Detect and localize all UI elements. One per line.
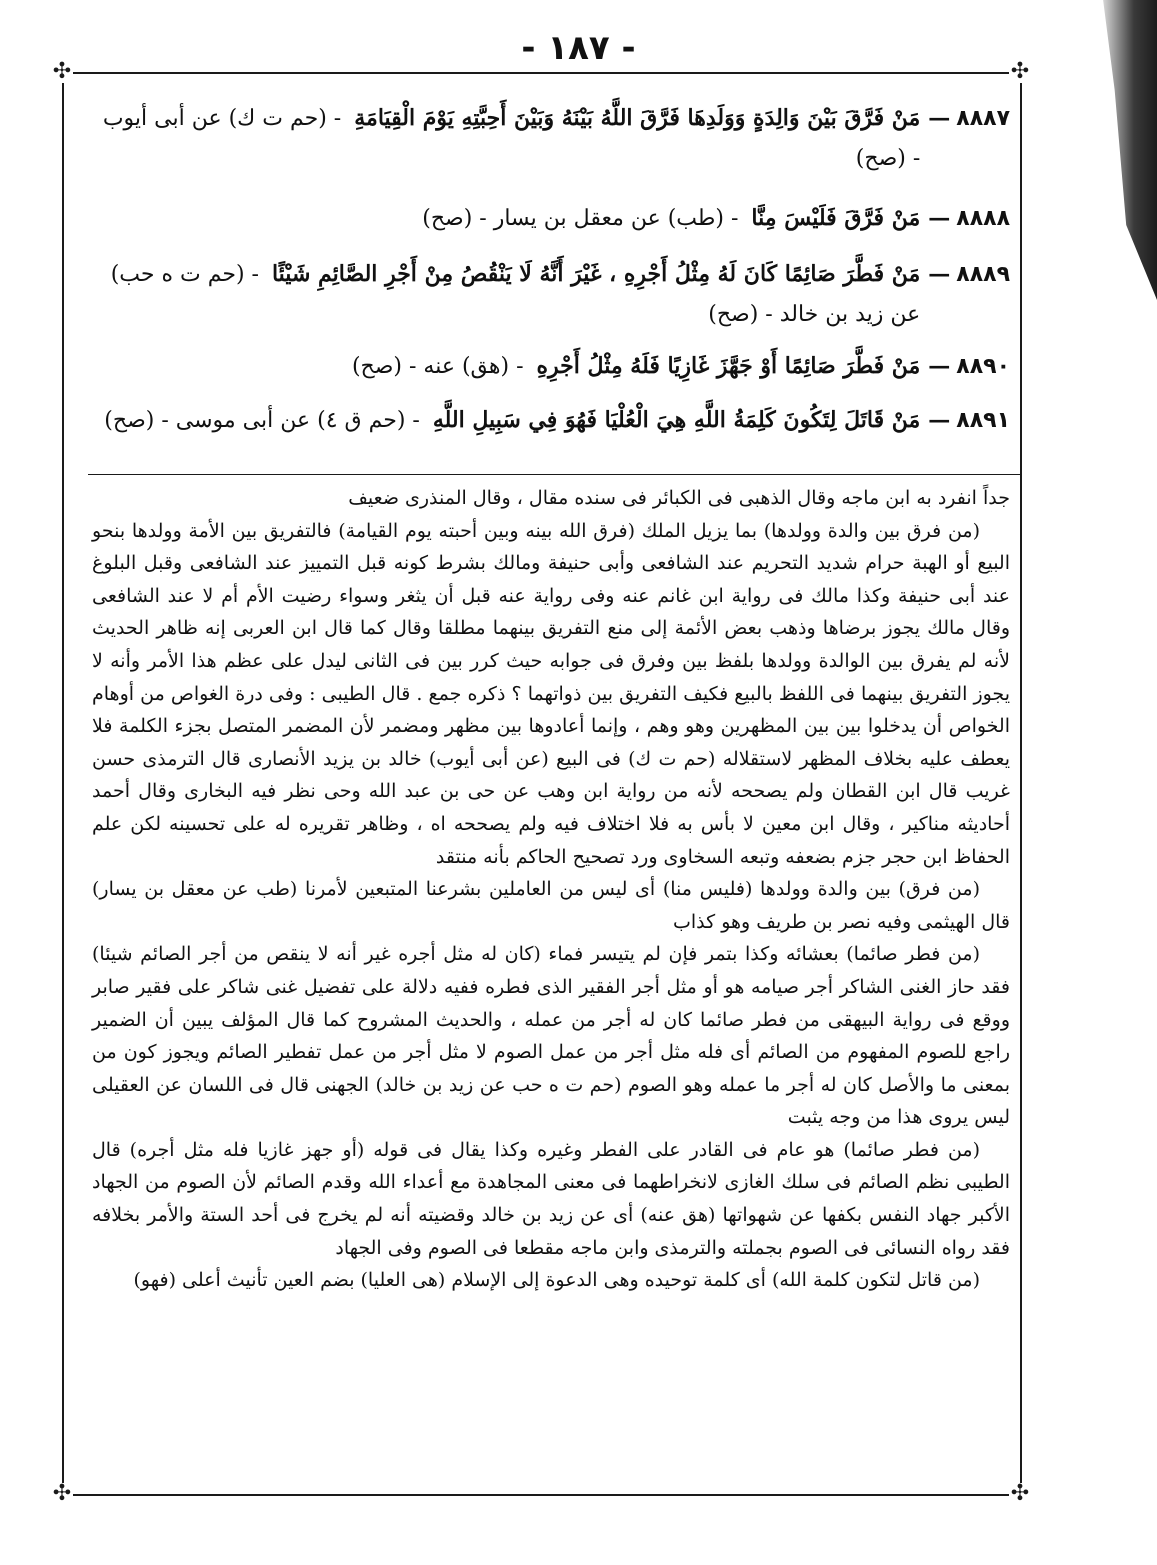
hadith-body [90, 346, 920, 387]
corner-ornament-icon: ✣ [1010, 59, 1030, 84]
commentary-paragraph: (من قاتل لتكون كلمة الله) أى كلمة توحيده وهى الدعوة إلى الإسلام (هى العليا) بضم العين تأنيث أعلى (فهو) [133, 1269, 980, 1292]
hadith-list [90, 98, 1010, 452]
hadith-dash: — [928, 205, 951, 231]
hadith-number: ٨٨٨٨ [956, 206, 1010, 231]
hadith-number: ٨٨٨٧ [956, 106, 1010, 131]
hadith-text: مَنْ فَطَّرَ صَائِمًا كَانَ لَهُ مِثْلُ أَجْرِهِ ، غَيْرَ أَنَّهُ لَا يَنْقُصُ مِنْ أَجْرِ الصَّائِمِ شَيْئًا [271, 261, 921, 287]
hadith-entry [90, 400, 1010, 452]
corner-ornament-icon: ✣ [52, 1481, 72, 1506]
hadith-source: - (حم ق ٤) عن أبى موسى - (صح) [104, 408, 420, 433]
hadith-entry [90, 198, 1010, 254]
hadith-source: - (طب) عن معقل بن يسار - (صح) [422, 206, 739, 231]
hadith-body [90, 254, 920, 335]
corner-ornament-icon: ✣ [1010, 1481, 1030, 1506]
hadith-text: مَنْ فَرَّقَ فَلَيْسَ مِنَّا [751, 205, 921, 231]
hadith-number: ٨٨٨٩ [956, 262, 1010, 287]
commentary-paragraph: (من فطر صائما) بعشائه وكذا بتمر فإن لم يتيسر فماء (كان له مثل أجره غير أنه لا ينقص من أجر الصائم شيئا) فقد حاز الغنى الشاكر أجر صيامه هو أو مثل أجر الفقير الذى فطره ففيه دلالة على تفضيل غنى شاكر على فقير صابر ووقع فى رواية البيهقى من فطر صائما كان له أجر من عمله ، والحديث المشروح كما قال المؤلف يبين أن الضمير راجع للصوم المفهوم من الصائم أى فله مثل أجر من عمل الصوم لا مثل أجر من عمل تفطير الصائم ويجوز كون من بمعنى ما والأصل كان له أجر ما عمله وهو الصوم (حم ت ه حب عن زيد بن خالد) الجهنى قال فى اللسان عن العقيلى ليس يروى هذا من وجه يثبت [92, 943, 1010, 1129]
page-number: - ١٨٧ - [521, 28, 636, 68]
corner-ornament-icon: ✣ [52, 59, 72, 84]
hadith-entry [90, 98, 1010, 198]
commentary-paragraph: جداً انفرد به ابن ماجه وقال الذهبى فى الكبائر فى سنده مقال ، وقال المنذرى ضعيف [348, 487, 1010, 509]
hadith-dash: — [928, 105, 951, 131]
hadith-body [90, 400, 920, 441]
hadith-source: - (حم ت ك) عن أبى أيوب - (صح) [102, 106, 921, 171]
hadith-dash: — [928, 353, 951, 379]
frame-border-bottom [62, 1494, 1022, 1496]
hadith-body [90, 198, 920, 239]
hadith-dash: — [928, 407, 951, 433]
hadith-body [90, 98, 920, 179]
hadith-text: مَنْ قَاتَلَ لِتَكُونَ كَلِمَةُ اللَّهِ هِيَ الْعُلْيَا فَهُوَ فِي سَبِيلِ اللَّهِ [432, 407, 921, 433]
commentary-paragraph: (من فطر صائما) هو عام فى القادر على الفطر وغيره وكذا يقال فى قوله (أو جهز غازيا فله مثل أجره) قال الطيبى نظم الصائم فى سلك الغازى لانخراطهما فى معنى المجاهدة مع أعداء الله وقدم الصائم لأن الصوم من الجهاد الأكبر جهاد النفس بكفها عن شهواتها (هق عنه) أى عن زيد بن خالد وقضيته أنه لم يخرج فى أحد الستة والأمر بخلافه فقد رواه النسائى فى الصوم بجملته والترمذى وابن ماجه مقطعا فى الصوم وفى الجهاد [92, 1138, 1010, 1259]
frame-border-top [62, 72, 1022, 74]
commentary-paragraph: (من فرق بين والدة وولدها) بما يزيل الملك (فرق الله بينه وبين أحبته يوم القيامة) فالتفريق بين الأمة وولدها بنحو البيع أو الهبة حرام شديد التحريم عند الشافعى وأبى حنيفة ومالك بشرط كونه قبل التمييز عند الشافعى وقبل البلوغ عند أبى حنيفة وكذا مالك فى رواية ابن غانم عنه وفى رواية عنه قبل أن يثغر وسواء رضيت الأم أم لا عند الشافعى وقال مالك يجوز برضاها وذهب بعض الأئمة إلى منع التفريق بينهما مطلقا وقال كما قال ابن العربى إنه ظاهر الحديث لأنه لم يفرق بين الوالدة وولدها بلفظ بين وفرق فى جوابه حيث كرر بين فى الثانى ليدل على عظم هذا الأمر وأنه لا يجوز التفريق بينهما فى اللفظ بالبيع فكيف التفريق بين ذواتهما ؟ ذكره جمع . قال الطيبى : وفى درة الغواص من أوهام الخواص أن يدخلوا بين بين المظهرين وهو وهم ، وإنما أعادوها بين مظهر ومضمر لأن المضمر المتصل بجزء الكلمة فلا يعطف عليه بخلاف المظهر لاستقلاله (حم ت ك) فى البيع (عن أبى أيوب) خالد بن يزيد الأنصارى قال الترمذى حسن غريب قال ابن القطان ولم يصححه لأنه من رواية ابن وهب عن حى بن عبد الله وحى نظر فيه البخارى وقال أحمد أحاديثه مناكير ، وقال ابن معين لا بأس به فلا اختلاف فيه ولم يصححه اه ، وظاهر تقريره له على تحسينه لكن علم الحفاظ ابن حجر جزم بضعفه وتبعه السخاوى ورد تصحيح الحاكم بأنه منتقد [92, 519, 1010, 868]
frame-border-left [62, 72, 64, 1494]
commentary-section [92, 482, 1010, 1297]
hadith-text: مَنْ فَرَّقَ بَيْنَ وَالِدَةٍ وَوَلَدِهَا فَرَّقَ اللَّهُ بَيْنَهُ وَبَيْنَ أَحِبَّتِهِ يَوْمَ الْقِيَامَةِ [354, 105, 921, 131]
hadith-source: - (حم ت ه حب) عن زيد بن خالد - (صح) [110, 262, 921, 327]
hadith-text: مَنْ فَطَّرَ صَائِمًا أَوْ جَهَّزَ غَازِيًا فَلَهُ مِثْلُ أَجْرِهِ [536, 353, 921, 379]
hadith-entry [90, 346, 1010, 400]
section-divider [88, 474, 1020, 475]
hadith-source: - (هق) عنه - (صح) [351, 354, 524, 379]
hadith-number: ٨٨٩١ [956, 408, 1010, 433]
frame-border-right [1020, 72, 1022, 1494]
hadith-dash: — [928, 261, 951, 287]
hadith-number: ٨٨٩٠ [956, 354, 1010, 379]
hadith-entry [90, 254, 1010, 346]
commentary-paragraph: (من فرق) بين والدة وولدها (فليس منا) أى ليس من العاملين بشرعنا المتبعين لأمرنا (طب عن معقل بن يسار) قال الهيثمى وفيه نصر بن طريف وهو كذاب [92, 878, 1010, 933]
